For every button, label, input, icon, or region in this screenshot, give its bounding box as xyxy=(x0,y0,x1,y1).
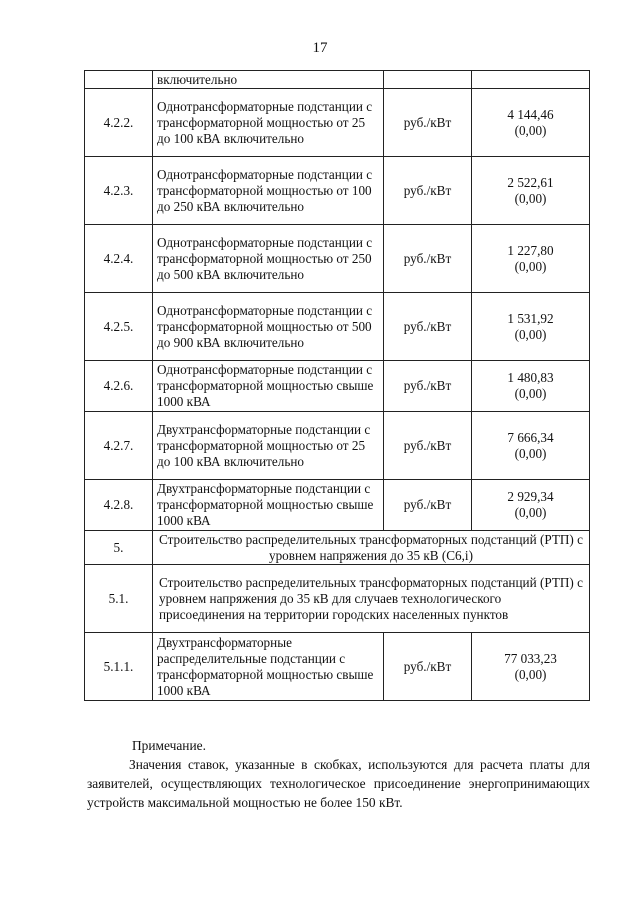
table-row xyxy=(85,71,590,89)
rate-value: 77 033,23 xyxy=(504,650,557,666)
row-number: 5. xyxy=(85,531,153,565)
row-value xyxy=(472,412,590,480)
row-unit: руб./кВт xyxy=(384,225,472,293)
section-title: Строительство распределительных трансформаторных подстанций (РТП) с уровнем напряжения до 35 кВ (C6,i) xyxy=(153,531,590,565)
table-row xyxy=(85,633,590,701)
rate-value-reduced: (0,00) xyxy=(514,190,547,206)
row-number xyxy=(85,71,153,89)
rate-value-reduced: (0,00) xyxy=(514,122,547,138)
row-value xyxy=(472,157,590,225)
row-number: 4.2.8. xyxy=(85,480,153,531)
rate-value-reduced: (0,00) xyxy=(514,386,547,401)
row-number: 5.1.1. xyxy=(85,633,153,701)
rate-value-reduced: (0,00) xyxy=(514,326,547,342)
row-number: 4.2.6. xyxy=(85,361,153,412)
section-title: Строительство распределительных трансформаторных подстанций (РТП) с уровнем напряжения до 35 кВ для случаев технологического присоединения на территории городских населенных пунктов xyxy=(153,565,590,633)
rate-value: 1 227,80 xyxy=(507,242,554,258)
row-value xyxy=(472,480,590,531)
row-description: Двухтрансформаторные распределительные подстанции с трансформаторной мощностью свыше 1000 кВА xyxy=(153,633,384,701)
row-value xyxy=(472,293,590,361)
row-unit: руб./кВт xyxy=(384,157,472,225)
row-number: 4.2.2. xyxy=(85,89,153,157)
rate-value-reduced: (0,00) xyxy=(514,445,547,461)
table-row xyxy=(85,293,590,361)
rate-value: 1 480,83 xyxy=(507,370,554,385)
table-row xyxy=(85,480,590,531)
section-row xyxy=(85,565,590,633)
table-row xyxy=(85,157,590,225)
row-description: Двухтрансформаторные подстанции с трансформаторной мощностью от 25 до 100 кВА включительно xyxy=(153,412,384,480)
row-unit: руб./кВт xyxy=(384,293,472,361)
row-description: включительно xyxy=(153,71,384,89)
rate-value-reduced: (0,00) xyxy=(514,666,547,682)
row-value xyxy=(472,633,590,701)
row-value xyxy=(472,89,590,157)
note-text: Значения ставок, указанные в скобках, используются для расчета платы для заявителей, осуществляющих технологическое присоединение энергопринимающих устройств максимальной мощностью не более 150 кВт. xyxy=(87,757,590,810)
row-value xyxy=(472,225,590,293)
table-row xyxy=(85,412,590,480)
note-block xyxy=(87,736,590,812)
row-number: 5.1. xyxy=(85,565,153,633)
row-number: 4.2.3. xyxy=(85,157,153,225)
row-number: 4.2.5. xyxy=(85,293,153,361)
table-row xyxy=(85,225,590,293)
tariff-table-body xyxy=(85,71,590,701)
row-description: Однотрансформаторные подстанции с трансформаторной мощностью свыше 1000 кВА xyxy=(153,361,384,412)
rate-value: 7 666,34 xyxy=(507,429,554,445)
rate-value: 4 144,46 xyxy=(507,106,554,122)
row-number: 4.2.7. xyxy=(85,412,153,480)
row-description: Однотрансформаторные подстанции с трансформаторной мощностью от 500 до 900 кВА включительно xyxy=(153,293,384,361)
rate-value: 2 522,61 xyxy=(507,174,554,190)
row-description: Двухтрансформаторные подстанции с трансформаторной мощностью свыше 1000 кВА xyxy=(153,480,384,531)
row-unit: руб./кВт xyxy=(384,412,472,480)
row-unit: руб./кВт xyxy=(384,361,472,412)
row-value xyxy=(472,361,590,412)
table-row xyxy=(85,361,590,412)
row-description: Однотрансформаторные подстанции с трансформаторной мощностью от 25 до 100 кВА включительно xyxy=(153,89,384,157)
rate-value-reduced: (0,00) xyxy=(514,258,547,274)
note-heading: Примечание. xyxy=(132,738,206,753)
row-description: Однотрансформаторные подстанции с трансформаторной мощностью от 250 до 500 кВА включительно xyxy=(153,225,384,293)
page-number: 17 xyxy=(312,40,328,56)
tariff-table xyxy=(84,70,590,701)
rate-value: 2 929,34 xyxy=(507,489,554,504)
section-row xyxy=(85,531,590,565)
row-unit xyxy=(384,71,472,89)
row-unit: руб./кВт xyxy=(384,89,472,157)
row-value xyxy=(472,71,590,89)
row-unit: руб./кВт xyxy=(384,480,472,531)
rate-value: 1 531,92 xyxy=(507,310,554,326)
rate-value-reduced: (0,00) xyxy=(514,505,547,520)
table-row xyxy=(85,89,590,157)
row-unit: руб./кВт xyxy=(384,633,472,701)
row-number: 4.2.4. xyxy=(85,225,153,293)
row-description: Однотрансформаторные подстанции с трансформаторной мощностью от 100 до 250 кВА включительно xyxy=(153,157,384,225)
